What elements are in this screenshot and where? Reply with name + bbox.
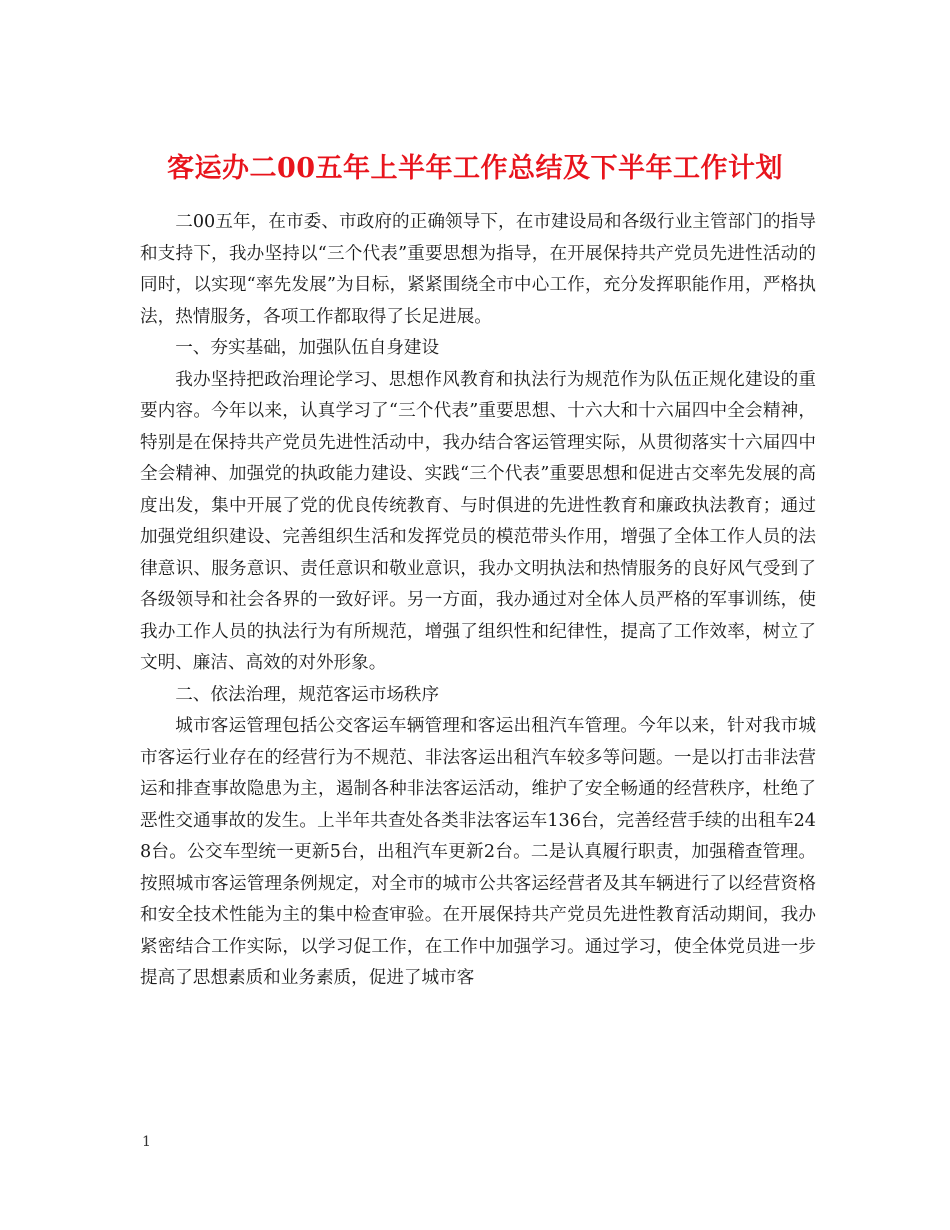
- document-title: 客运办二00五年上半年工作总结及下半年工作计划: [166, 153, 784, 185]
- section-heading-2: 二、依法治理，规范客运市场秩序: [175, 684, 440, 705]
- section-1-paragraph: 我办坚持把政治理论学习、思想作风教育和执法行为规范作为队伍正规化建设的重要内容。今年以来，认真学习了“三个代表”重要思想、十六大和十六届四中全会精神，特别是在保持共产党员先进性活动中，我办结合客运管理实际，从贯彻落实十六届四中全会精神、加强党的执政能力建设、实践“三个代表”重要思想和促进古交率先发展的高度出发，集中开展了党的优良传统教育、与时俱进的先进性教育和廉政执法教育；通过加强党组织建设、完善组织生活和发挥党员的模范带头作用，增强了全体工作人员的法律意识、服务意识、责任意识和敬业意识，我办文明执法和热情服务的良好风气受到了各级领导和社会各界的一致好评。另一方面，我办通过对全体人员严格的军事训练，使我办工作人员的执法行为有所规范，增强了组织性和纪律性，提高了工作效率，树立了文明、廉洁、高效的对外形象。: [140, 369, 816, 673]
- document-body: [140, 207, 816, 995]
- section-2-paragraph: 城市客运管理包括公交客运车辆管理和客运出租汽车管理。今年以来，针对我市城市客运行业存在的经营行为不规范、非法客运出租汽车较多等问题。一是以打击非法营运和排查事故隐患为主，遏制各种非法客运活动，维护了安全畅通的经营秩序，杜绝了恶性交通事故的发生。上半年共查处各类非法客运车136台，完善经营手续的出租车248台。公交车型统一更新5台，出租汽车更新2台。二是认真履行职责，加强稽查管理。按照城市客运管理条例规定，对全市的城市公共客运经营者及其车辆进行了以经营资格和安全技术性能为主的集中检查审验。在开展保持共产党员先进性教育活动期间，我办紧密结合工作实际，以学习促工作，在工作中加强学习。通过学习，使全体党员进一步提高了思想素质和业务素质，促进了城市客: [140, 716, 816, 988]
- intro-paragraph: 二00五年，在市委、市政府的正确领导下，在市建设局和各级行业主管部门的指导和支持下，我办坚持以“三个代表”重要思想为指导，在开展保持共产党员先进性活动的同时，以实现“率先发展”为目标，紧紧围绕全市中心工作，充分发挥职能作用，严格执法，热情服务，各项工作都取得了长足进展。: [140, 212, 816, 327]
- page-number: 1: [142, 1134, 151, 1150]
- section-heading-1: 一、夯实基础，加强队伍自身建设: [175, 338, 440, 358]
